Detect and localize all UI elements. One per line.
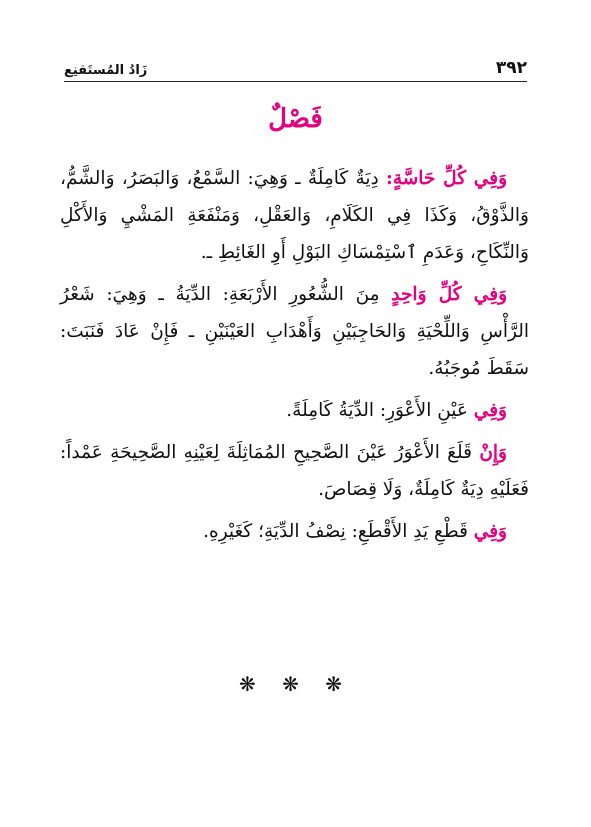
page-number: ٣٩٢	[495, 58, 527, 78]
paragraph-lead: وَفِي	[473, 400, 507, 421]
paragraph-text: قَطْعِ يَدِ الأَقْطَعِ: نِصْفُ الدِّيَةِ؛ كَغَيْرِهِ.	[203, 521, 474, 542]
paragraph-lead: وَفِي كُلِّ حَاسَّةٍ:	[386, 168, 508, 189]
section-title: فَصْلٌ	[268, 104, 323, 134]
paragraph-hair	[60, 276, 529, 387]
paragraph-one-eyed	[60, 392, 529, 429]
paragraph-lead: وَفِي	[473, 521, 507, 542]
section-separator: ❋ ❋ ❋	[239, 672, 352, 696]
paragraph-text: مِنَ الشُّعُورِ الأَرْبَعَةِ: الدِّيَةُ ـ وَهِيَ: شَعْرُ الرَّأْسِ وَاللِّحْيَةِ وَالحَاجِبَيْنِ وَأَهْدَابِ العَيْنَيْنِ ـ فَإِنْ عَادَ فَنَبَتَ: سَقَطَ مُوجَبُهُ.	[60, 284, 529, 379]
paragraph-text: عَيْنِ الأَعْوَرِ: الدِّيَةُ كَامِلَةً.	[286, 400, 474, 421]
body-text	[60, 160, 529, 555]
paragraph-amputee-hand	[60, 513, 529, 550]
page-header	[64, 52, 527, 82]
paragraph-text: قَلَعَ الأَعْوَرُ عَيْنَ الصَّحِيحِ المُمَاثِلَةَ لِعَيْنِهِ الصَّحِيحَةِ عَمْداً: فَعَلَيْهِ دِيَةٌ كَامِلَةٌ، وَلَا قِصَاصَ.	[60, 442, 529, 500]
paragraph-one-eyed-gouging	[60, 434, 529, 508]
paragraph-lead: وَإِنْ	[479, 442, 507, 463]
running-title: زَادُ المُستَقنِع	[64, 63, 148, 78]
paragraph-text: دِيَةٌ كَامِلَةٌ ـ وَهِيَ: السَّمْعُ، وَالبَصَرُ، وَالشَّمُّ، وَالذَّوْقُ، وَكَذَا فِي الكَلَامِ، وَالعَقْلِ، وَمَنْفَعَةِ المَشْيِ وَالأَكْلِ وَالنِّكَاحِ، وَعَدَمِ ٱسْتِمْسَاكِ البَوْلِ أَوِ الغَائِطِ ـ.	[60, 168, 529, 263]
paragraph-lead: وَفِي كُلِّ وَاحِدٍ	[391, 284, 508, 305]
paragraph-senses	[60, 160, 529, 271]
